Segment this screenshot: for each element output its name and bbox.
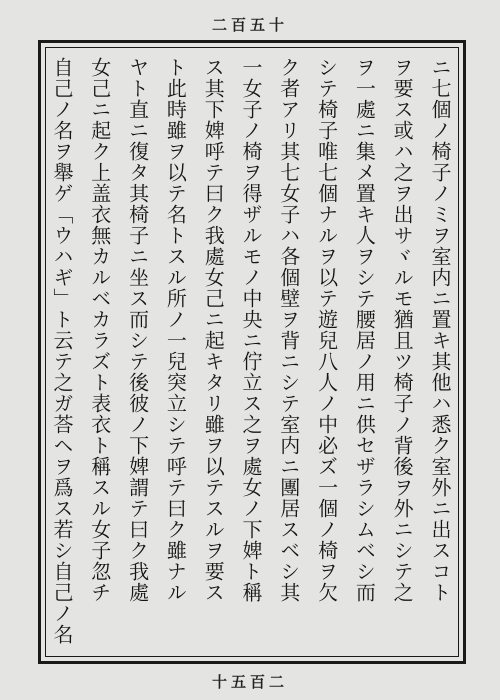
text-column-10: 女己ニ起ク上盖衣無カルベカラズト表衣ト稱スル女子忽チ <box>87 57 112 603</box>
text-column-7: ス其下婢呼テ曰ク我處女己ニ起キタリ雖ヲ以テスルヲ要ス <box>201 57 226 603</box>
text-column-1: ニ七個ノ椅子ノミヲ室内ニ置キ其他ハ悉ク室外ニ出スコト <box>427 57 452 603</box>
text-column-3: ヲ一處ニ集メ置キ人ヲシテ腰居ノ用ニ供セザラシムベシ而 <box>352 57 377 603</box>
text-column-6: 一女子ノ椅ヲ得ザルモノ中央ニ佇立ス之ヲ處女ノ下婢ト稱 <box>238 57 263 603</box>
text-frame <box>38 40 466 664</box>
text-column-8: ト此時雖ヲ以テ名トスル所ノ一兒突立シテ呼テ曰ク雖ナル <box>163 57 188 603</box>
text-column-2: ヲ要ス或ハ之ヲ出サヾルモ猶且ツ椅子ノ背後ヲ外ニシテ之 <box>390 57 415 603</box>
text-column-9: ヤト直ニ復タ其椅子ニ坐ス而シテ後彼ノ下婢謂テ曰ク我處 <box>125 57 150 603</box>
vertical-text-block <box>47 57 455 649</box>
text-column-4: シテ椅子唯七個ナルヲ以テ遊兒八人ノ中必ズ一個ノ椅ヲ欠 <box>314 57 339 603</box>
page-number-footer: 十五百二 <box>211 673 288 691</box>
page-number-header: 二百五十 <box>211 16 288 34</box>
text-column-5: ク者アリ其七女子ハ各個壁ヲ背ニシテ室内ニ團居スベシ其 <box>276 57 301 603</box>
text-column-11: 自己ノ名ヲ舉ゲ「ウハギ」ト云テ之ガ荅ヘヲ爲ス若シ自己ノ名 <box>50 57 74 645</box>
